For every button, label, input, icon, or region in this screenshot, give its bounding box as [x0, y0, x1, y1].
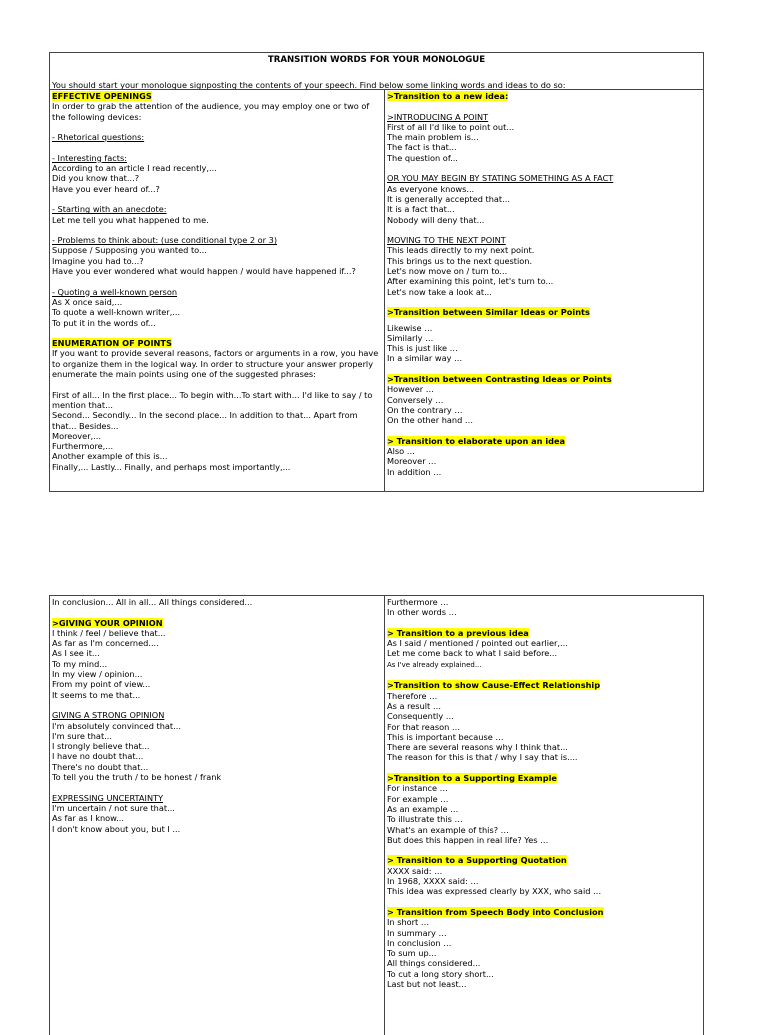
spacer	[52, 782, 382, 792]
phrase-line: I think / feel / believe that...	[52, 627, 166, 638]
phrase-line: I have no doubt that...	[52, 751, 144, 762]
phrase-line: As far as I'm concerned....	[52, 638, 159, 649]
phrase-line: What's an example of this? …	[387, 824, 509, 835]
heading-line	[387, 173, 701, 183]
spacer	[52, 122, 382, 132]
phrase-line: Consequently …	[387, 711, 454, 722]
phrase-line: To quote a well-known writer,...	[52, 307, 181, 318]
spacer	[52, 225, 382, 235]
heading-line	[52, 338, 382, 348]
phrase-line: In my view / opinion...	[52, 669, 143, 680]
phrase-line: The fact is that...	[387, 142, 457, 153]
phrase-line: For instance …	[387, 783, 448, 794]
phrase-line: This brings us to the next question.	[387, 255, 533, 266]
subheading: MOVING TO THE NEXT POINT	[387, 235, 506, 246]
phrase-line: Have you ever heard of...?	[52, 183, 160, 194]
phrase-line: As a result …	[387, 700, 442, 711]
section-heading: >Transition to a new idea:	[387, 91, 509, 101]
phrase-line: However …	[387, 384, 434, 395]
spacer	[387, 297, 701, 307]
heading-line	[52, 618, 382, 628]
phrase-line: Conversely …	[387, 394, 444, 405]
subheading: - Interesting facts:	[52, 152, 128, 163]
phrase-line: For that reason …	[387, 721, 461, 732]
phrase-line: In a similar way …	[387, 353, 463, 364]
phrase-line: Also …	[387, 446, 415, 457]
phrase-line: Furthermore …	[387, 597, 449, 607]
heading-line	[52, 132, 382, 142]
spacer	[52, 700, 382, 710]
spacer	[387, 225, 701, 235]
section-heading: ENUMERATION OF POINTS	[52, 338, 172, 349]
spacer	[387, 163, 701, 173]
spacer	[387, 897, 701, 907]
section-heading: >Transition between Contrasting Ideas or Points	[387, 374, 612, 385]
phrase-line: This is important because …	[387, 731, 504, 742]
phrase-line: Did you know that...?	[52, 173, 140, 184]
spacer	[52, 379, 382, 389]
section-heading: EFFECTIVE OPENINGS	[52, 91, 152, 101]
phrase-line: XXXX said: …	[387, 865, 443, 876]
heading-line	[387, 907, 701, 917]
phrase-line: Let's now move on / turn to...	[387, 266, 508, 277]
page-2-left-column	[50, 596, 385, 1035]
phrase-line: This is just like …	[387, 343, 458, 354]
heading-line	[387, 307, 701, 317]
phrase-line: From my point of view...	[52, 679, 151, 690]
document-title: TRANSITION WORDS FOR YOUR MONOLOGUE	[267, 55, 486, 65]
spacer	[52, 607, 382, 617]
phrase-line: On the contrary …	[387, 404, 463, 415]
subheading: EXPRESSING UNCERTAINTY	[52, 792, 164, 803]
phrase-line: Finally,... Lastly... Finally, and perhaps most importantly,...	[52, 461, 291, 472]
page-2-columns	[50, 596, 703, 1035]
phrase-line: The question of...	[387, 152, 458, 163]
section-heading: >Transition to a Supporting Example	[387, 773, 557, 784]
spacer	[387, 618, 701, 628]
phrase-line: Therefore …	[387, 690, 438, 701]
heading-line	[387, 680, 701, 690]
phrase-line: Last but not least...	[387, 978, 467, 989]
subheading: - Quoting a well-known person	[52, 286, 178, 297]
section-heading: > Transition to a Supporting Quotation	[387, 855, 567, 866]
phrase-line: But does this happen in real life? Yes …	[387, 834, 549, 845]
spacer	[387, 101, 701, 111]
phrase: As I've already explained...	[387, 660, 482, 669]
subheading: OR YOU MAY BEGIN BY STATING SOMETHING AS A FACT	[387, 173, 614, 184]
phrase-line: To tell you the truth / to be honest / frank	[52, 772, 222, 783]
phrase-line: After examining this point, let's turn to...	[387, 276, 554, 287]
phrase-line: As far as I know...	[52, 813, 124, 824]
phrase-line: Similarly …	[387, 332, 434, 343]
spacer	[387, 845, 701, 855]
subheading: GIVING A STRONG OPINION	[52, 710, 165, 721]
heading-line	[52, 235, 382, 245]
phrase-line: I'm sure that...	[52, 730, 112, 741]
heading-line	[52, 204, 382, 214]
phrase-line: In 1968, XXXX said: …	[387, 876, 479, 887]
intro-text: You should start your monologue signposting the contents of your speech. Find below some linking words and ideas to do so:	[52, 80, 566, 90]
phrase-line: On the other hand …	[387, 415, 474, 426]
phrase-line: In addition …	[387, 466, 442, 477]
phrase-line: In order to grab the attention of the audience, you may employ one or two of the following devices:	[52, 101, 370, 122]
phrase-line: I'm absolutely convinced that...	[52, 720, 181, 731]
phrase-line: In other words …	[387, 607, 457, 618]
spacer	[52, 142, 382, 152]
phrase-line: To sum up...	[387, 948, 437, 959]
phrase-line: Imagine you had to...?	[52, 255, 144, 266]
section-heading: > Transition from Speech Body into Conclusion	[387, 906, 604, 917]
subheading: - Starting with an anecdote:	[52, 204, 167, 215]
page-1-left-column	[50, 90, 385, 491]
heading-line	[52, 793, 382, 803]
phrase-line: The main problem is...	[387, 132, 479, 143]
phrase-line: As I said / mentioned / pointed out earlier,...	[387, 638, 568, 649]
phrase-line: Moreover …	[387, 456, 437, 467]
heading-line	[387, 659, 701, 670]
phrase-line: First of all I'd like to point out...	[387, 121, 515, 132]
phrase-line: As everyone knows...	[387, 183, 475, 194]
phrase-line: In short …	[387, 917, 430, 928]
phrase-line: Moreover,...	[52, 430, 101, 441]
phrase-line: As I see it...	[52, 648, 100, 659]
heading-line	[52, 710, 382, 720]
phrase-line: I don't know about you, but I ...	[52, 823, 181, 834]
page-2-right-column	[385, 596, 703, 1035]
spacer	[387, 364, 701, 374]
page-1-right-column	[385, 90, 703, 491]
phrase-line: The reason for this is that / why I say that is....	[387, 752, 578, 763]
spacer	[52, 328, 382, 338]
phrase-line: In summary …	[387, 927, 447, 938]
heading-line	[387, 855, 701, 865]
phrase-line: Let's now take a look at...	[387, 286, 492, 297]
phrase-line: First of all... In the first place... To begin with...To start with... I'd like to say / to mention that...	[52, 389, 373, 410]
phrase-line: To illustrate this …	[387, 814, 463, 825]
phrase-line: Nobody will deny that...	[387, 214, 485, 225]
spacer	[52, 194, 382, 204]
heading-line	[387, 235, 701, 245]
phrase-line: It is a fact that...	[387, 204, 455, 215]
phrase-line: If you want to provide several reasons, factors or arguments in a row, you have to organize them in the logical way. In order to structure your answer properly enumerate the main points using one of the suggested phrases:	[52, 348, 379, 380]
phrase-line: All things considered...	[387, 958, 481, 969]
phrase-line: Second... Secondly... In the second place... In addition to that... Apart from that... Besides...	[52, 410, 358, 431]
spacer	[387, 763, 701, 773]
phrase-line: It is generally accepted that...	[387, 193, 510, 204]
heading-line	[52, 91, 382, 101]
phrase-line: For example …	[387, 793, 449, 804]
phrase-line: Let me tell you what happened to me.	[52, 214, 209, 225]
subheading: - Problems to think about: (use conditional type 2 or 3)	[52, 235, 278, 246]
phrase-line: I'm uncertain / not sure that...	[52, 802, 175, 813]
phrase-line: Let me come back to what I said before...	[387, 648, 558, 659]
phrase-line: There are several reasons why I think that...	[387, 742, 568, 753]
phrase-line: Have you ever wondered what would happen / would have happened if...?	[52, 266, 356, 277]
phrase-line: To put it in the words of...	[52, 317, 156, 328]
spacer	[387, 426, 701, 436]
section-heading: >Transition between Similar Ideas or Points	[387, 307, 590, 318]
phrase-line: This idea was expressed clearly by XXX, who said …	[387, 886, 602, 897]
phrase-line: Suppose / Supposing you wanted to...	[52, 245, 207, 256]
heading-line	[387, 773, 701, 783]
heading-line	[387, 112, 701, 122]
phrase-line: According to an article I read recently,...	[52, 163, 217, 174]
section-heading: >Transition to show Cause-Effect Relationship	[387, 680, 601, 691]
heading-line	[387, 374, 701, 384]
heading-line	[387, 436, 701, 446]
spacer	[52, 276, 382, 286]
phrase-line: Another example of this is...	[52, 451, 168, 462]
page-1-columns	[50, 89, 703, 491]
phrase-line: To cut a long story short...	[387, 968, 494, 979]
phrase-line: In conclusion …	[387, 937, 452, 948]
phrase-line: It seems to me that...	[52, 689, 141, 700]
phrase-line: Likewise …	[387, 322, 433, 333]
heading-line	[52, 287, 382, 297]
phrase-line: There's no doubt that...	[52, 761, 149, 772]
page-2-table	[49, 595, 704, 1035]
section-heading: > Transition to a previous idea	[387, 627, 529, 638]
phrase-line: As X once said,...	[52, 296, 123, 307]
phrase-line: I strongly believe that...	[52, 741, 150, 752]
subheading: - Rhetorical questions:	[52, 132, 145, 143]
section-heading: > Transition to elaborate upon an idea	[387, 435, 566, 446]
heading-line	[387, 628, 701, 638]
heading-line	[52, 153, 382, 163]
phrase-line: To my mind...	[52, 658, 108, 669]
subheading: >INTRODUCING A POINT	[387, 111, 489, 122]
phrase-line: As an example …	[387, 803, 459, 814]
page-1-table	[49, 52, 704, 492]
phrase-line: This leads directly to my next point.	[387, 245, 535, 256]
spacer	[387, 670, 701, 680]
phrase-line: In conclusion... All in all... All things considered...	[52, 597, 253, 607]
phrase-line: Furthermore,...	[52, 441, 114, 452]
section-heading: >GIVING YOUR OPINION	[52, 617, 163, 628]
heading-line	[387, 91, 701, 101]
